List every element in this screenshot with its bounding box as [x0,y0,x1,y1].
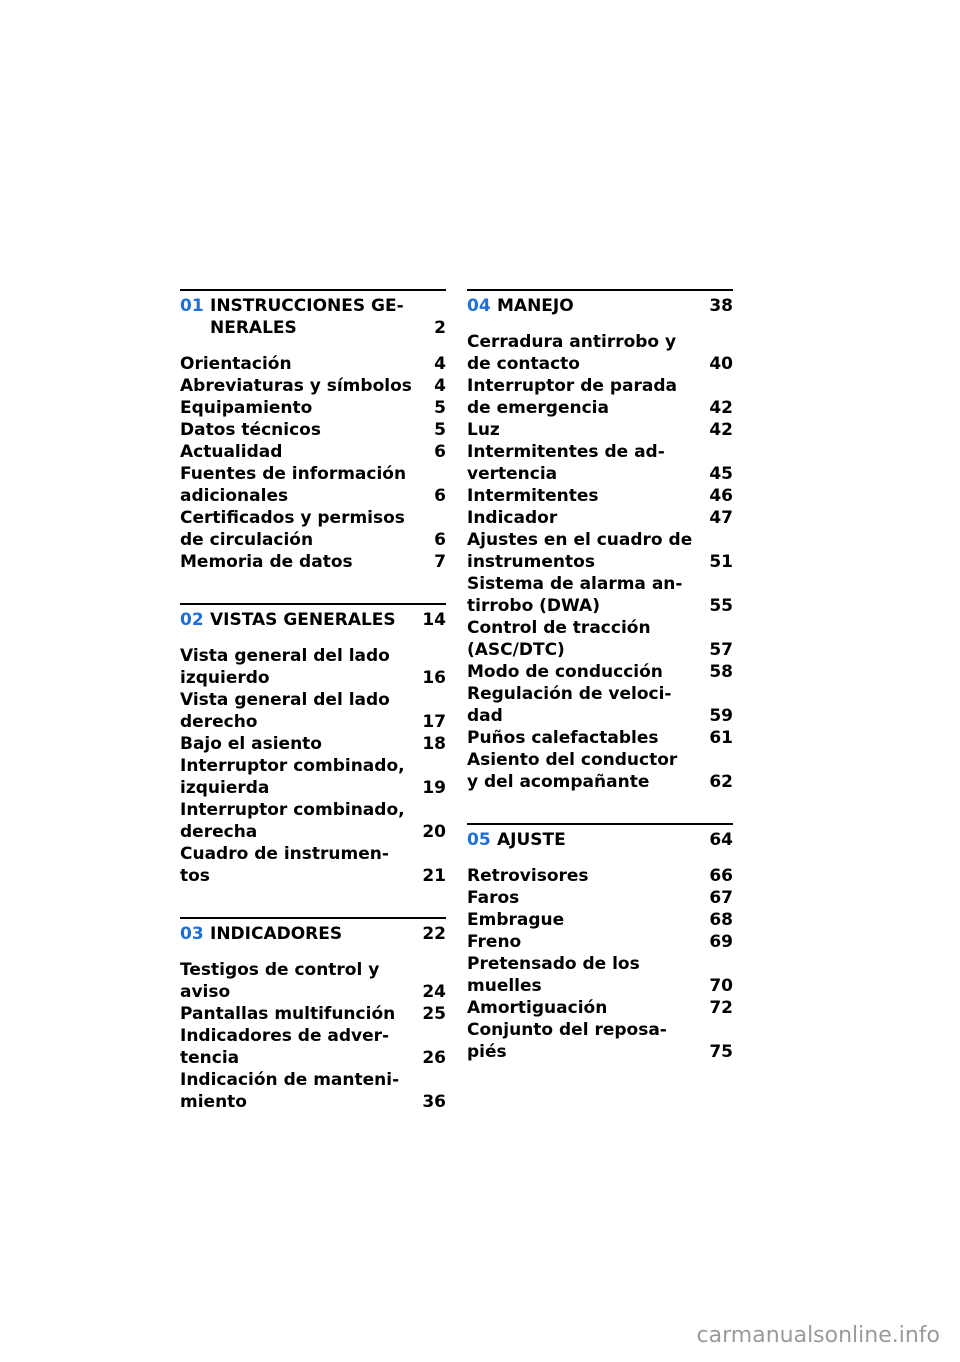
entry-title: Interruptor combinado, derecha [180,800,405,842]
toc-entry[interactable] [467,727,733,749]
toc-section [180,917,446,1113]
entry-page-number: 26 [422,1048,446,1068]
toc-entry[interactable] [180,441,446,463]
toc-entry[interactable] [180,645,446,689]
entry-title: Luz [467,420,500,440]
entry-title: Interruptor combinado, izquierda [180,756,405,798]
toc-entry[interactable] [467,507,733,529]
entry-title: Ajustes en el cuadro de instrumentos [467,530,693,572]
toc-entry[interactable] [180,353,446,375]
toc-entry[interactable] [467,865,733,887]
entry-title: Embrague [467,910,565,930]
entry-page-number: 62 [709,772,733,792]
toc-entry[interactable] [180,397,446,419]
section-heading[interactable] [467,829,733,851]
entry-title: Freno [467,932,522,952]
section-number: 03 [180,924,204,944]
section-heading[interactable] [467,295,733,317]
toc-entry[interactable] [467,931,733,953]
entry-title: Intermitentes de ad- vertencia [467,442,665,484]
toc-entry[interactable] [467,617,733,661]
entry-page-number: 69 [709,932,733,952]
entry-page-number: 4 [434,354,446,374]
entry-page-number: 61 [709,728,733,748]
entry-title: Regulación de veloci- dad [467,684,672,726]
toc-entry[interactable] [180,551,446,573]
entry-title: Pantallas multifunción [180,1004,396,1024]
entry-page-number: 51 [709,552,733,572]
entry-page-number: 47 [709,508,733,528]
section-number: 04 [467,296,491,316]
toc-section [180,289,446,573]
toc-entry[interactable] [180,375,446,397]
entry-title: Retrovisores [467,866,589,886]
entry-page-number: 68 [709,910,733,930]
toc-entry[interactable] [180,1069,446,1113]
entry-page-number: 16 [422,668,446,688]
entry-page-number: 58 [709,662,733,682]
section-title: INDICADORES [210,924,343,944]
entry-title: Cuadro de instrumen- tos [180,844,389,886]
toc-entry[interactable] [467,331,733,375]
entry-page-number: 17 [422,712,446,732]
entry-page-number: 5 [434,398,446,418]
entry-title: Interruptor de parada de emergencia [467,376,677,418]
entry-title: Actualidad [180,442,283,462]
toc-entry[interactable] [180,1003,446,1025]
watermark: carmanualsonline.info [696,1323,940,1348]
section-number: 02 [180,610,204,630]
entry-title: Orientación [180,354,292,374]
entry-title: Equipamiento [180,398,313,418]
toc-entry[interactable] [467,953,733,997]
entry-title: Modo de conducción [467,662,663,682]
toc-entry[interactable] [467,375,733,419]
entry-title: Intermitentes [467,486,599,506]
toc-entry[interactable] [180,959,446,1003]
section-number: 01 [180,296,204,316]
entry-title: Datos técnicos [180,420,321,440]
entry-title: Bajo el asiento [180,734,322,754]
entry-page-number: 6 [434,442,446,462]
section-page-number: 14 [422,610,446,630]
toc-section [467,823,733,1063]
entry-page-number: 55 [709,596,733,616]
entry-title: Vista general del lado izquierdo [180,646,390,688]
section-title: MANEJO [497,296,574,316]
entry-page-number: 21 [422,866,446,886]
entry-page-number: 20 [422,822,446,842]
entry-title: Indicación de manteni- miento [180,1070,400,1112]
toc-entry[interactable] [180,755,446,799]
toc-entry[interactable] [180,799,446,843]
entry-title: Asiento del conductor y del acompañante [467,750,678,792]
toc-entry[interactable] [467,529,733,573]
toc-section [180,603,446,887]
entry-title: Indicador [467,508,558,528]
entry-title: Vista general del lado derecho [180,690,390,732]
entry-page-number: 66 [709,866,733,886]
entry-page-number: 6 [434,530,446,550]
entry-title: Conjunto del reposa- piés [467,1020,667,1062]
section-title: AJUSTE [497,830,566,850]
toc-entry[interactable] [467,1019,733,1063]
toc-entry[interactable] [467,661,733,683]
entry-page-number: 70 [709,976,733,996]
entry-page-number: 75 [709,1042,733,1062]
entry-page-number: 25 [422,1004,446,1024]
entry-page-number: 57 [709,640,733,660]
toc-entry[interactable] [180,689,446,733]
entry-title: Testigos de control y aviso [180,960,380,1002]
toc-entry[interactable] [180,843,446,887]
section-page-number: 38 [709,296,733,316]
section-heading[interactable] [180,923,446,945]
toc-entry[interactable] [467,909,733,931]
toc-entry[interactable] [180,507,446,551]
entry-page-number: 18 [422,734,446,754]
entry-page-number: 24 [422,982,446,1002]
toc-entry[interactable] [467,441,733,485]
entry-page-number: 7 [434,552,446,572]
toc-entry[interactable] [467,485,733,507]
entry-title: Pretensado de los muelles [467,954,640,996]
entry-page-number: 40 [709,354,733,374]
entry-title: Sistema de alarma an- tirrobo (DWA) [467,574,683,616]
section-heading[interactable] [180,609,446,631]
toc-entry[interactable] [180,419,446,441]
toc-entry[interactable] [467,683,733,727]
entry-title: Faros [467,888,520,908]
entry-page-number: 59 [709,706,733,726]
entry-title: Memoria de datos [180,552,353,572]
entry-page-number: 42 [709,420,733,440]
entry-page-number: 45 [709,464,733,484]
entry-page-number: 19 [422,778,446,798]
entry-page-number: 5 [434,420,446,440]
toc-entry[interactable] [180,463,446,507]
entry-title: Amortiguación [467,998,608,1018]
toc-section [467,289,733,793]
toc-entry[interactable] [467,997,733,1019]
entry-title: Fuentes de información adicionales [180,464,407,506]
entry-title: Abreviaturas y símbolos [180,376,412,396]
section-page-number: 2 [434,318,446,338]
entry-page-number: 42 [709,398,733,418]
section-page-number: 22 [422,924,446,944]
section-heading[interactable] [180,295,446,339]
entry-page-number: 72 [709,998,733,1018]
section-number: 05 [467,830,491,850]
entry-page-number: 36 [422,1092,446,1112]
entry-title: Cerradura antirrobo y de contacto [467,332,677,374]
entry-title: Control de tracción (ASC/DTC) [467,618,651,660]
entry-page-number: 67 [709,888,733,908]
entry-page-number: 46 [709,486,733,506]
section-title: VISTAS GENERALES [210,610,396,630]
toc-left-column [180,289,446,1113]
entry-page-number: 4 [434,376,446,396]
entry-page-number: 6 [434,486,446,506]
entry-title: Certificados y permisos de circulación [180,508,405,550]
toc-entry[interactable] [467,573,733,617]
toc-entry[interactable] [467,887,733,909]
toc-entry[interactable] [180,733,446,755]
toc-entry[interactable] [467,419,733,441]
section-page-number: 64 [709,830,733,850]
section-title: INSTRUCCIONES GE- NERALES [210,296,404,338]
entry-title: Puños calefactables [467,728,659,748]
toc-entry[interactable] [180,1025,446,1069]
toc-entry[interactable] [467,749,733,793]
entry-title: Indicadores de adver- tencia [180,1026,390,1068]
toc-right-column [467,289,733,1063]
